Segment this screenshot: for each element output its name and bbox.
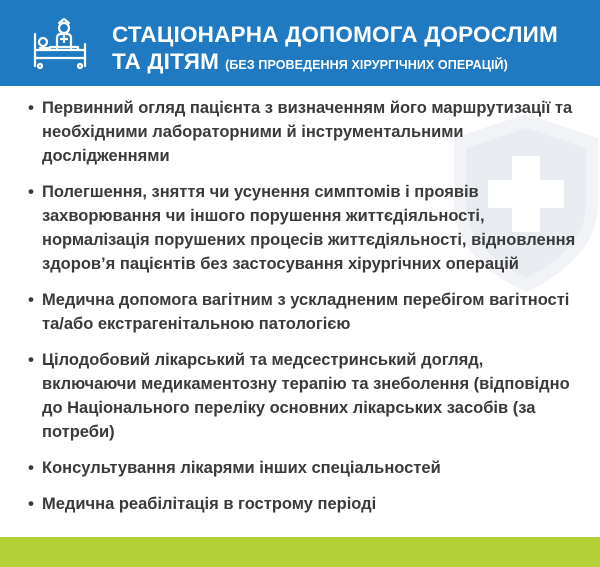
list-item-text: Консультування лікарями інших спеціальностей — [42, 459, 441, 477]
page-title-note: (БЕЗ ПРОВЕДЕННЯ ХІРУРГІЧНИХ ОПЕРАЦІЙ) — [225, 58, 508, 72]
list-item-text: Медична реабілітація в гострому періоді — [42, 495, 377, 513]
bullet: • — [28, 290, 34, 309]
list-item-text: Полегшення, зняття чи усунення симптомів і проявів захворювання чи іншого порушення життєдіяльності, нормалізація порушених процесів життєдіяльності, відновлення здоров’я пацієнтів без застосування хірургічних операцій — [42, 183, 576, 273]
bottom-accent-bar — [0, 537, 600, 567]
list-item — [28, 180, 576, 276]
list-item — [28, 456, 576, 480]
bullet: • — [28, 458, 34, 477]
list-item-text: Первинний огляд пацієнта з визначенням його маршрутизації та необхідними лабораторними й інструментальними дослідженнями — [42, 99, 573, 165]
page-title-line-1: СТАЦІОНАРНА ДОПОМОГА ДОРОСЛИМ — [112, 22, 558, 47]
list-item-text: Медична допомога вагітним з ускладненим перебігом вагітності та/або екстрагенітальною патологією — [42, 291, 570, 333]
bullet: • — [28, 350, 34, 369]
page-title-line-2 — [112, 49, 508, 78]
header-banner — [0, 0, 600, 86]
bullet: • — [28, 98, 34, 117]
list-item — [28, 96, 576, 168]
list-item — [28, 492, 576, 516]
list-item — [28, 348, 576, 444]
list-item — [28, 288, 576, 336]
bullet: • — [28, 182, 34, 201]
bullet: • — [28, 494, 34, 513]
list-item-text: Цілодобовий лікарський та медсестринський догляд, включаючи медикаментозну терапію та знеболення (відповідно до Національного переліку основних лікарських засобів (за потреби) — [42, 351, 570, 441]
hospital-bed-icon — [30, 14, 92, 76]
page-title-main: ТА ДІТЯМ — [112, 49, 220, 74]
services-list — [28, 96, 576, 528]
